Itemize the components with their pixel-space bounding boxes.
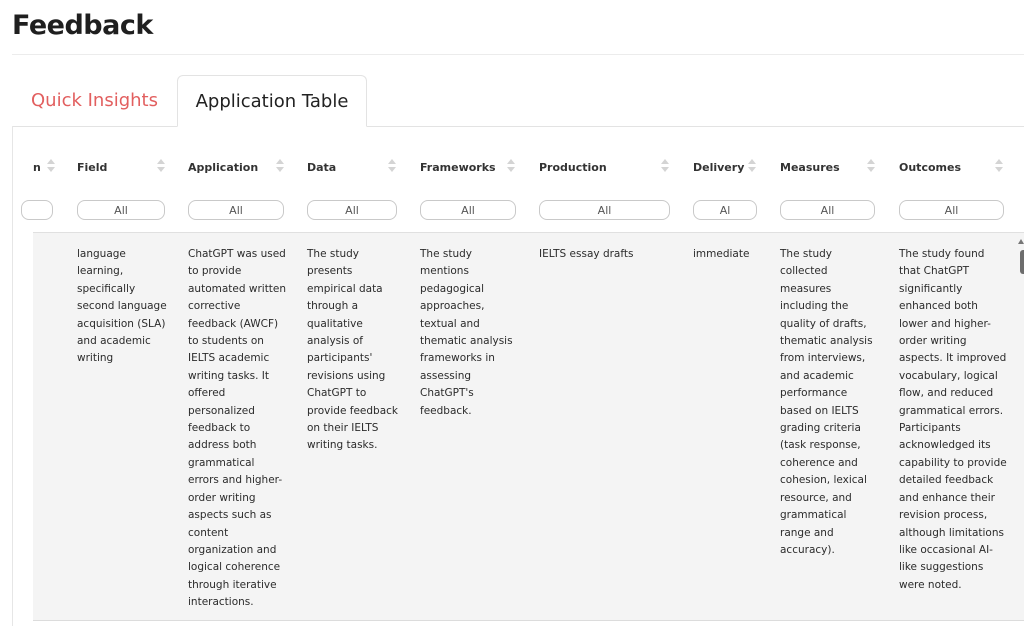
column-header-data[interactable]: Data	[307, 161, 337, 174]
sort-icon[interactable]	[276, 155, 284, 175]
scroll-up-icon[interactable]	[1018, 239, 1024, 244]
sort-icon[interactable]	[748, 155, 756, 175]
filter-input-cut[interactable]	[21, 200, 53, 220]
filter-input-application[interactable]	[188, 200, 284, 220]
cell-application: ChatGPT was used to provide automated written corrective feedback (AWCF) to students on IELTS academic writing tasks. It offered personalized feedback to address both grammatical errors and higher-order writing aspects such as content organization and logical coherence through iterative interactions.	[188, 248, 287, 609]
cell-delivery: immediate	[693, 248, 750, 260]
sort-icon[interactable]	[507, 155, 515, 175]
column-header-cut[interactable]: n	[33, 161, 41, 174]
column-header-delivery[interactable]: Delivery	[693, 161, 745, 174]
page-title: Feedback	[12, 10, 153, 41]
sort-icon[interactable]	[995, 155, 1003, 175]
cell-data: The study presents empirical data through a qualitative analysis of participants' revisions using ChatGPT to provide feedback on their IELTS writing tasks.	[307, 248, 399, 452]
sort-icon[interactable]	[661, 155, 669, 175]
column-header-application[interactable]: Application	[188, 161, 259, 174]
sort-icon[interactable]	[157, 155, 165, 175]
tab-application-table[interactable]: Application Table	[177, 75, 367, 127]
column-header-measures[interactable]: Measures	[780, 161, 840, 174]
sort-icon[interactable]	[867, 155, 875, 175]
row-divider	[33, 232, 1024, 233]
tab-quick-insights[interactable]: Quick Insights	[31, 90, 158, 111]
column-header-outcomes[interactable]: Outcomes	[899, 161, 961, 174]
filter-input-field[interactable]	[77, 200, 165, 220]
cell-production: IELTS essay drafts	[539, 248, 634, 260]
column-header-production[interactable]: Production	[539, 161, 607, 174]
filter-input-production[interactable]	[539, 200, 670, 220]
filter-input-data[interactable]	[307, 200, 397, 220]
title-divider	[12, 54, 1024, 55]
cell-field: language learning, specifically second language acquisition (SLA) and academic writing	[77, 248, 167, 365]
sort-icon[interactable]	[388, 155, 396, 175]
filter-input-measures[interactable]	[780, 200, 875, 220]
column-header-frameworks[interactable]: Frameworks	[420, 161, 496, 174]
filter-input-outcomes[interactable]	[899, 200, 1004, 220]
tab-bar	[12, 75, 1024, 127]
filter-input-frameworks[interactable]	[420, 200, 516, 220]
column-header-field[interactable]: Field	[77, 161, 108, 174]
cell-outcomes: The study found that ChatGPT significantly enhanced both lower and higher-order writing aspects. It improved vocabulary, logical flow, and reduced grammatical errors. Participants acknowledged its capability to provide detailed feedback and enhance their revision process, although limitations like occasional AI-like suggestions were noted.	[899, 248, 1007, 591]
cell-frameworks: The study mentions pedagogical approaches, textual and thematic analysis frameworks in assessing ChatGPT's feedback.	[420, 248, 513, 417]
application-table	[13, 127, 1024, 626]
sort-icon[interactable]	[47, 155, 55, 175]
cell-measures: The study collected measures including the quality of drafts, thematic analysis from interviews, and academic performance based on IELTS grading criteria (task response, coherence and cohesion, lexical resource, and grammatical range and accuracy).	[780, 248, 873, 556]
row-divider	[33, 620, 1024, 621]
filter-input-delivery[interactable]	[693, 200, 757, 220]
scrollbar-thumb[interactable]	[1020, 250, 1024, 274]
